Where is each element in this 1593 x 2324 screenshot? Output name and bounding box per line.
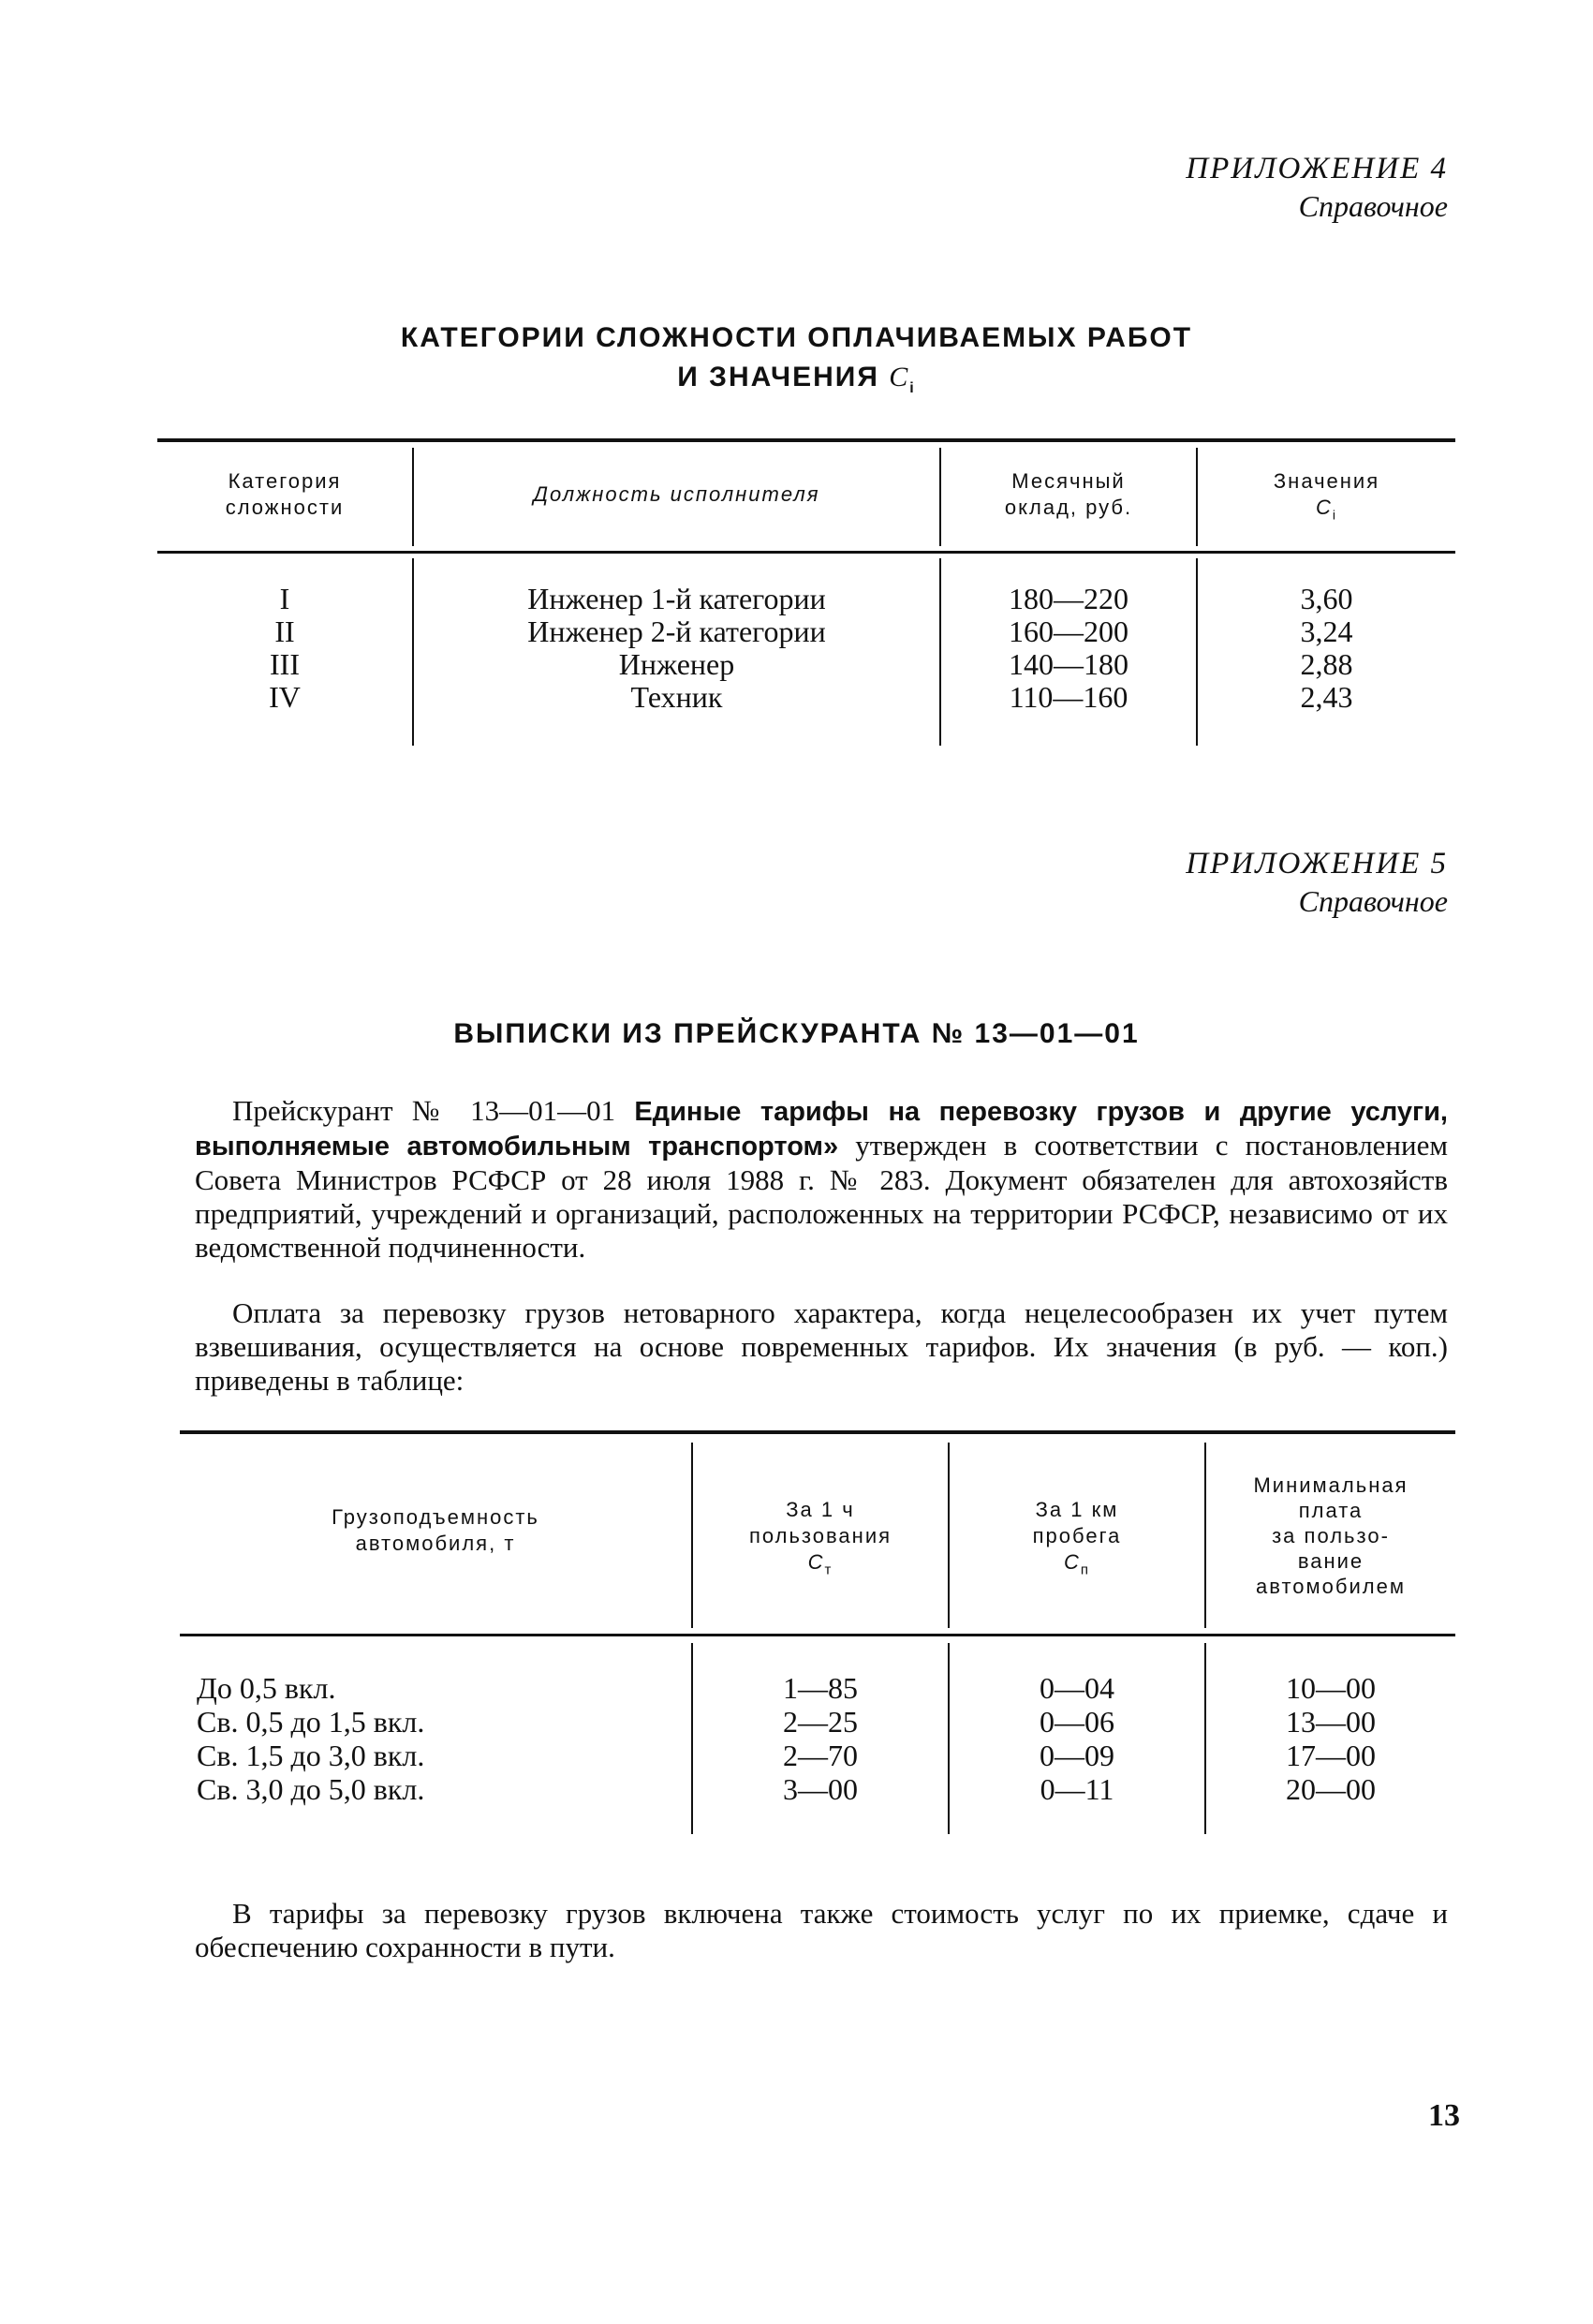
header-text: За 1 км	[1035, 1498, 1119, 1521]
table2-column-hour	[693, 1671, 948, 1806]
header-sym: C	[1315, 496, 1333, 519]
table2-column-min	[1206, 1671, 1455, 1806]
header-text: оклад, руб.	[1004, 496, 1133, 519]
table1-title-line1: КАТЕГОРИИ СЛОЖНОСТИ ОПЛАЧИВАЕМЫХ РАБОТ	[400, 322, 1193, 353]
table-cell: II	[274, 614, 295, 648]
table1-title	[0, 318, 1593, 408]
table-cell: III	[270, 647, 300, 681]
table2-column-km	[950, 1671, 1204, 1806]
table1-title-line2	[0, 358, 1593, 408]
header-text: Месячный	[1011, 469, 1126, 493]
header-text: Грузоподъемность	[332, 1505, 539, 1529]
table-cell: 2,88	[1300, 647, 1353, 681]
table-cell: IV	[269, 680, 301, 714]
header-sym: C	[1063, 1550, 1081, 1574]
header-symbol	[1198, 495, 1455, 527]
paragraph-1	[195, 1094, 1448, 1265]
table-cell: Инженер 2-й категории	[527, 614, 826, 648]
header-text: автомобилем	[1256, 1575, 1406, 1598]
table-cell: Техник	[630, 680, 723, 714]
table-cell: 3—00	[783, 1772, 858, 1806]
header-text: вание	[1297, 1549, 1364, 1573]
header-sub: i	[1332, 507, 1337, 523]
table2-header-min	[1206, 1473, 1455, 1599]
paragraph-2	[195, 1296, 1448, 1398]
table-cell: 110—160	[1009, 680, 1128, 714]
header-text: за пользо-	[1272, 1524, 1390, 1547]
table1-top-rule	[157, 438, 1455, 442]
table-cell: 160—200	[1009, 614, 1128, 648]
section2-title: ВЫПИСКИ ИЗ ПРЕЙСКУРАНТА № 13—01—01	[453, 1018, 1140, 1049]
table-cell: 0—04	[1040, 1671, 1114, 1705]
header-text: Категория	[228, 469, 342, 493]
table-cell: 20—00	[1286, 1772, 1376, 1806]
header-text: автомобиля, т	[355, 1532, 516, 1555]
table-cell: 3,60	[1300, 582, 1353, 615]
table-cell: 10—00	[1286, 1671, 1376, 1705]
appendix-4-heading	[1186, 150, 1448, 225]
table-cell: 13—00	[1286, 1705, 1376, 1739]
table-cell: 17—00	[1286, 1739, 1376, 1772]
header-sub: т	[824, 1562, 833, 1578]
table1-column-position	[414, 583, 939, 714]
header-text: пользования	[748, 1524, 892, 1547]
table1-column-salary	[941, 583, 1196, 714]
table-cell: 0—11	[1040, 1772, 1114, 1806]
table1-header-salary	[941, 468, 1196, 521]
table-cell: Инженер	[618, 647, 735, 681]
table-cell: 2,43	[1300, 680, 1353, 714]
table-cell: 2—70	[783, 1739, 858, 1772]
table-cell: 180—220	[1009, 582, 1128, 615]
table1-column-category	[157, 583, 412, 714]
appendix-5-heading	[1186, 845, 1448, 920]
header-text: Значения	[1273, 469, 1380, 493]
table-cell: 0—06	[1040, 1705, 1114, 1739]
appendix-4-type: Справочное	[1298, 189, 1448, 223]
table-cell: 2—25	[783, 1705, 858, 1739]
header-text: За 1 ч	[786, 1498, 855, 1521]
table2-header-hour	[693, 1497, 948, 1583]
table1-title-symbol: C	[889, 362, 910, 392]
table2-column-capacity	[197, 1671, 684, 1806]
paragraph-3	[195, 1897, 1448, 1964]
header-text: сложности	[225, 496, 345, 519]
header-symbol	[950, 1549, 1204, 1583]
header-symbol	[693, 1549, 948, 1583]
table-cell: 3,24	[1300, 614, 1353, 648]
table1-title-line2-text: И ЗНАЧЕНИЯ	[677, 362, 879, 392]
table1-header-category	[157, 468, 412, 521]
para1-bold: Единые тарифы на перевозку грузов и другие услуги, выполняемые автомобильным транспортом»	[195, 1097, 1448, 1162]
table-cell: Св. 1,5 до 3,0 вкл.	[197, 1739, 425, 1772]
appendix-5-type: Справочное	[1298, 884, 1448, 918]
para2-text: Оплата за перевозку грузов нетоварного характера, когда нецелесообразен их учет путем взвешивания, осуществляется на основе повременных тарифов. Их значения (в руб. — коп.) приведены в таблице:	[195, 1296, 1448, 1397]
table1-header-position	[414, 481, 939, 508]
table1-header-value	[1198, 468, 1455, 527]
table2-top-rule	[180, 1430, 1455, 1434]
para1-start: Прейскурант № 13—01—01	[232, 1094, 616, 1127]
table2-header-capacity	[180, 1504, 691, 1557]
header-text: плата	[1298, 1499, 1364, 1522]
table-cell: Св. 0,5 до 1,5 вкл.	[197, 1705, 425, 1739]
page-number: 13	[1428, 2098, 1460, 2133]
header-sym: C	[807, 1550, 825, 1574]
header-text: Должность исполнителя	[533, 482, 820, 506]
table1-column-value	[1198, 583, 1455, 714]
appendix-4-label: ПРИЛОЖЕНИЕ 4	[1186, 152, 1448, 185]
table-cell: 0—09	[1040, 1739, 1114, 1772]
table1-header-rule	[157, 551, 1455, 554]
table-cell: Св. 3,0 до 5,0 вкл.	[197, 1772, 425, 1806]
table-cell: 140—180	[1009, 647, 1128, 681]
table-cell: I	[279, 582, 290, 615]
para1-rest: утвержден в соответствии с постановлением Совета Министров РСФСР от 28 июля 1988 г. № 283. Документ обязателен для автохозяйств предприятий, учреждений и организаций, расположенных на территории РСФСР, независимо от их ведомственной подчиненности.	[195, 1129, 1448, 1264]
header-sub: п	[1080, 1562, 1090, 1578]
table-cell: До 0,5 вкл.	[197, 1671, 336, 1705]
table1-title-subscript: i	[909, 380, 916, 396]
table-cell: Инженер 1-й категории	[527, 582, 826, 615]
para3-text: В тарифы за перевозку грузов включена также стоимость услуг по их приемке, сдаче и обеспечению сохранности в пути.	[195, 1897, 1448, 1963]
table2-header-rule	[180, 1634, 1455, 1636]
header-text: пробега	[1032, 1524, 1122, 1547]
header-text: Минимальная	[1253, 1473, 1409, 1497]
table2-header-km	[950, 1497, 1204, 1583]
appendix-5-label: ПРИЛОЖЕНИЕ 5	[1186, 847, 1448, 881]
table-cell: 1—85	[783, 1671, 858, 1705]
